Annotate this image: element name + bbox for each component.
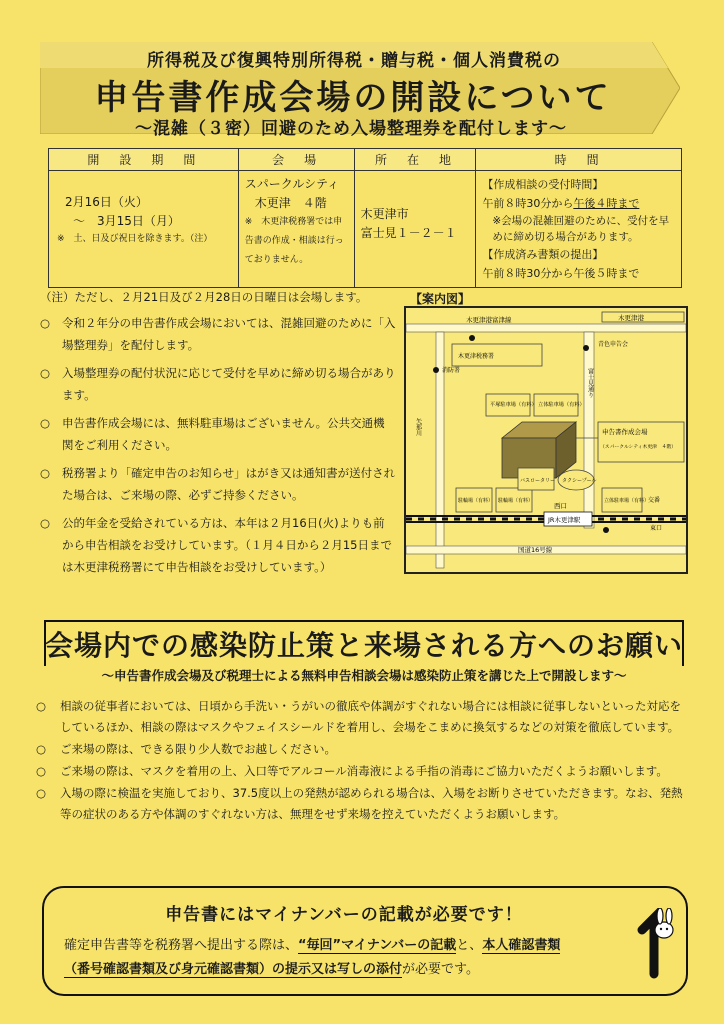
note-item <box>40 462 396 506</box>
note-text: 申告書作成会場には、無料駐車場はございません。公共交通機関をご利用ください。 <box>62 416 385 452</box>
header-title: 申告書作成会場の開設について <box>94 78 612 118</box>
mynumber-mascot-icon <box>632 908 676 980</box>
th-period: 開 設 期 間 <box>49 149 239 171</box>
time-range1-underline: 午後４時まで <box>573 197 640 210</box>
mynumber-line1 <box>64 934 560 953</box>
header-line1: 所得税及び復興特別所得税・贈与税・個人消費税の <box>147 51 561 71</box>
mynumber-l1b: “毎回”マイナンバーの記載 <box>298 938 457 953</box>
note-text: 令和２年分の申告書作成会場においては、混雑回避のために「入場整理券」を配付します。 <box>62 316 396 352</box>
note-item <box>40 312 396 356</box>
schedule-table <box>48 148 682 288</box>
map-label-road-top: 木更津港富津線 <box>466 316 512 324</box>
map-drawing <box>406 308 686 572</box>
location-city: 木更津市 <box>360 207 409 221</box>
map-label-bank: 青色申告会 <box>598 341 629 348</box>
header-banner <box>40 42 680 139</box>
bullet-circle: ○ <box>36 786 47 800</box>
section2-title: 会場内での感染防止策と来場される方へのお願い <box>44 629 683 662</box>
list-item-text: ご来場の際は、できる限り少人数でお越しください。 <box>60 742 336 756</box>
time-range1 <box>482 194 675 213</box>
bullet-circle: ○ <box>36 742 47 756</box>
period-end: ～ 3月15日（月） <box>73 214 180 228</box>
venue-name: スパークルシティ <box>244 177 340 191</box>
note-text: 公的年金を受給されている方は、本年は２月16日(火)よりも前から申告相談をお受けしています。（１月４日から２月15日までは木更津税務署にて申告相談をお受けしています。） <box>62 516 392 574</box>
map-label-road-top-right: 木更津港 <box>618 314 644 322</box>
mynumber-l1c: と、 <box>456 938 483 953</box>
location-address: 富士見１－２－１ <box>360 226 457 240</box>
map-label-tax-office: 木更津税務署 <box>458 353 495 360</box>
bullet-circle: ○ <box>40 466 51 480</box>
cell-location <box>354 171 476 288</box>
th-venue: 会 場 <box>238 149 354 171</box>
note-item <box>40 512 396 578</box>
section2-list <box>36 696 688 826</box>
time-range2: 午前８時30分から午後５時まで <box>482 267 640 280</box>
note-item <box>40 412 396 456</box>
map-label-bus: バスロータリー <box>520 478 556 484</box>
time-note1: ※会場の混雑回避のために、受付を早めに締め切る場合があります。 <box>492 215 670 243</box>
map-label-taxi: タクシープール <box>562 478 597 484</box>
th-location: 所 在 地 <box>354 149 476 171</box>
mynumber-title: 申告書にはマイナンバーの記載が必要です！ <box>165 905 523 925</box>
list-item <box>36 761 688 782</box>
cell-time <box>476 171 682 288</box>
map-label-station: JR木更津駅 <box>548 516 581 524</box>
map-label-parking4: 駐輪場（有料） <box>498 498 534 504</box>
map-label-venue-sub: （スパークルシティ木更津 ４階） <box>600 445 677 450</box>
note-text: 入場整理券の配付状況に応じて受付を早めに締め切る場合があります。 <box>62 366 396 402</box>
cell-venue <box>238 171 354 288</box>
header-subtitle: ～混雑（３密）回避のため入場整理券を配付します～ <box>135 119 567 139</box>
map-label-parking5: 立体駐車場（有料） <box>604 498 650 504</box>
time-head1: 【作成相談の受付時間】 <box>482 178 604 191</box>
venue-floor: 木更津 ４階 <box>254 196 327 210</box>
map-label-fujimi: 富士見通り <box>586 368 594 398</box>
time-head2: 【作成済み書類の提出】 <box>482 248 604 261</box>
bullet-circle: ○ <box>40 516 51 530</box>
list-item-text: ご来場の際は、マスクを着用の上、入口等でアルコール消毒液による手指の消毒にご協力いただくようお願いします。 <box>60 764 668 778</box>
list-item <box>36 739 688 760</box>
notes-list <box>40 286 396 584</box>
venue-note: ※ 木更津税務署では申告書の作成・相談は行っておりません。 <box>244 217 344 265</box>
section2-subtitle: ～申告書作成会場及び税理士による無料申告相談会場は感染防止策を講じた上で開設します～ <box>34 666 694 684</box>
map-label-parking2: 立体駐車場（有料） <box>538 402 585 408</box>
period-start: 2月16日（火） <box>65 195 148 209</box>
map-label-venue: 申告書作成会場 <box>602 428 648 436</box>
map-label-fire: 消防署 <box>442 367 461 374</box>
bullet-circle: ○ <box>36 699 47 713</box>
map-label-east-exit: 東口 <box>650 525 663 532</box>
map-label-route16: 国道16号線 <box>518 546 553 554</box>
list-item-text: 相談の従事者においては、日頃から手洗い・うがいの徹底や体調がすぐれない場合には相談に従事しないといった対応をしているほか、相談の際はマスクやフェイスシールドを着用し、会場をこまめに換気するなどの対策を徹底しています。 <box>60 699 681 734</box>
mynumber-l2b: の提示又は写しの添付 <box>272 962 403 977</box>
mynumber-line2 <box>64 958 479 977</box>
guide-map <box>404 306 688 574</box>
map-label-parking3: 駐輪場（有料） <box>458 498 494 504</box>
time-range1-pre: 午前８時30分から <box>482 197 574 210</box>
mynumber-notice <box>42 886 688 996</box>
th-time: 時 間 <box>476 149 682 171</box>
map-label-river: 矢那川 <box>414 418 422 436</box>
note-first: （注）ただし、２月21日及び２月28日の日曜日は会場します。 <box>40 290 368 304</box>
mynumber-l2a: （番号確認書類及び身元確認書類） <box>64 962 273 977</box>
list-item <box>36 696 688 738</box>
note-item <box>40 362 396 406</box>
mynumber-l1d: 本人確認書類 <box>482 938 561 953</box>
list-item <box>36 783 688 825</box>
mynumber-l2c: が必要です。 <box>402 962 479 977</box>
map-label-parking1: 平塚駐車場（有料） <box>490 402 537 408</box>
bullet-circle: ○ <box>40 416 51 430</box>
list-item-text: 入場の際に検温を実施しており、37.5度以上の発熱が認められる場合は、入場をお断りさせていただきます。なお、発熱等の症状のある方や体調のすぐれない方は、無理をせず来場を控えていただくようお願いします。 <box>60 786 683 821</box>
bullet-circle: ○ <box>40 316 51 330</box>
map-title: 【案内図】 <box>410 292 471 306</box>
map-label-west-exit: 西口 <box>554 502 567 510</box>
cell-period <box>49 171 239 288</box>
map-label-police: 交番 <box>648 497 661 504</box>
mynumber-l1a: 確定申告書等を税務署へ提出する際は、 <box>64 938 299 953</box>
period-note: ※ 土、日及び祝日を除きます。（注） <box>57 234 213 244</box>
bullet-circle: ○ <box>36 764 47 778</box>
note-text: 税務署より「確定申告のお知らせ」はがき又は通知書が送付された場合は、ご来場の際、必ずご持参ください。 <box>62 466 396 502</box>
bullet-circle: ○ <box>40 366 51 380</box>
